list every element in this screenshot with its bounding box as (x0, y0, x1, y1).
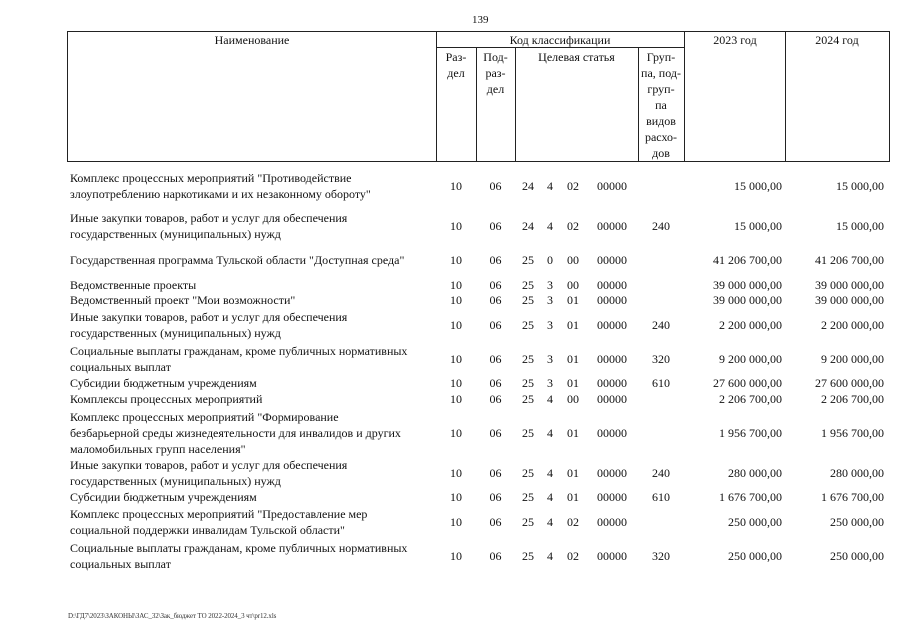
header-gruppa-line: Груп- (646, 50, 676, 64)
row-name (70, 375, 438, 391)
cell-pr: 06 (489, 253, 502, 267)
cell-cs3: 01 (567, 426, 579, 440)
cell-pr: 06 (489, 466, 502, 480)
cell-cs3: 02 (567, 219, 579, 233)
cell-cs3: 00 (567, 253, 579, 267)
cell-cs2: 4 (547, 490, 553, 504)
cell-y2024: 41 206 700,00 (815, 253, 884, 267)
row-name-line: Ведомственные проекты (70, 278, 197, 292)
row-name-line: злоупотреблению наркотиками и их незаконному обороту" (70, 187, 371, 201)
divider (684, 32, 685, 161)
cell-pr: 06 (489, 278, 502, 292)
cell-vr: 240 (652, 466, 670, 480)
row-name-line: Иные закупки товаров, работ и услуг для обеспечения (70, 211, 348, 225)
cell-rz: 10 (450, 376, 462, 390)
header-2023: 2023 год (713, 33, 757, 47)
cell-rz: 10 (450, 549, 462, 563)
header-razdel (436, 49, 476, 81)
cell-cs4: 00000 (597, 426, 627, 440)
row-name (70, 292, 438, 308)
cell-vr: 240 (652, 318, 670, 332)
cell-rz: 10 (450, 278, 462, 292)
cell-pr: 06 (489, 219, 502, 233)
row-name-line: Субсидии бюджетным учреждениям (70, 376, 257, 390)
cell-cs3: 01 (567, 466, 579, 480)
cell-rz: 10 (450, 318, 462, 332)
file-path: D:\ГД7\2023\ЗАКОНЫ\ЗАС_32\Зак_бюджет ТО 2022-2024_3 чт\pr12.xls (68, 612, 277, 620)
cell-y2023: 2 206 700,00 (719, 392, 782, 406)
cell-cs1: 25 (522, 278, 534, 292)
cell-cs3: 01 (567, 376, 579, 390)
cell-cs3: 02 (567, 179, 579, 193)
table-row (68, 252, 890, 268)
cell-cs2: 4 (547, 219, 553, 233)
header-razdel-line: дел (447, 66, 465, 80)
row-name-line: социальных выплат (70, 360, 171, 374)
cell-y2023: 1 676 700,00 (719, 490, 782, 504)
cell-cs1: 25 (522, 392, 534, 406)
cell-cs4: 00000 (597, 376, 627, 390)
page-number: 139 (472, 14, 489, 26)
row-name (70, 489, 438, 505)
table-row (68, 457, 890, 489)
row-name-line: государственных (муниципальных) нужд (70, 326, 281, 340)
cell-cs1: 25 (522, 490, 534, 504)
cell-cs1: 24 (522, 219, 534, 233)
row-name-line: Ведомственный проект "Мои возможности" (70, 293, 296, 307)
table-row (68, 343, 890, 375)
cell-cs4: 00000 (597, 293, 627, 307)
cell-cs3: 00 (567, 278, 579, 292)
row-name (70, 210, 438, 242)
cell-cs4: 00000 (597, 466, 627, 480)
cell-y2024: 1 956 700,00 (821, 426, 884, 440)
cell-pr: 06 (489, 179, 502, 193)
cell-cs1: 25 (522, 318, 534, 332)
header-gruppa-line: па, под- (641, 66, 681, 80)
cell-y2023: 39 000 000,00 (713, 293, 782, 307)
divider (785, 32, 786, 161)
cell-cs2: 0 (547, 253, 553, 267)
cell-y2023: 15 000,00 (734, 179, 782, 193)
header-gruppa-line: видов (646, 114, 676, 128)
header-gruppa (638, 49, 684, 161)
cell-rz: 10 (450, 179, 462, 193)
cell-cs3: 01 (567, 293, 579, 307)
cell-y2023: 280 000,00 (728, 466, 782, 480)
cell-rz: 10 (450, 426, 462, 440)
row-name-line: Государственная программа Тульской области "Доступная среда" (70, 253, 405, 267)
table-row (68, 277, 890, 293)
cell-y2023: 41 206 700,00 (713, 253, 782, 267)
cell-pr: 06 (489, 376, 502, 390)
cell-rz: 10 (450, 392, 462, 406)
row-name-line: социальной поддержки инвалидам Тульской области" (70, 523, 345, 537)
cell-cs1: 25 (522, 549, 534, 563)
cell-y2023: 1 956 700,00 (719, 426, 782, 440)
cell-vr: 320 (652, 549, 670, 563)
cell-cs4: 00000 (597, 549, 627, 563)
header-razdel-line: Раз- (445, 50, 467, 64)
cell-cs2: 3 (547, 352, 553, 366)
cell-y2023: 39 000 000,00 (713, 278, 782, 292)
table-row (68, 391, 890, 407)
cell-cs2: 3 (547, 376, 553, 390)
cell-y2024: 250 000,00 (830, 515, 884, 529)
cell-cs1: 25 (522, 515, 534, 529)
cell-cs1: 25 (522, 352, 534, 366)
row-name-line: Комплекс процессных мероприятий "Формирование (70, 410, 339, 424)
cell-y2023: 27 600 000,00 (713, 376, 782, 390)
cell-rz: 10 (450, 352, 462, 366)
cell-cs1: 24 (522, 179, 534, 193)
table-row (68, 409, 890, 457)
cell-cs4: 00000 (597, 515, 627, 529)
cell-rz: 10 (450, 219, 462, 233)
cell-pr: 06 (489, 549, 502, 563)
cell-rz: 10 (450, 293, 462, 307)
header-podrazdel (476, 49, 515, 97)
table-row (68, 375, 890, 391)
table-row (68, 540, 890, 572)
row-name (70, 309, 438, 341)
cell-pr: 06 (489, 426, 502, 440)
cell-rz: 10 (450, 466, 462, 480)
cell-rz: 10 (450, 490, 462, 504)
table-header (67, 31, 890, 162)
cell-cs3: 01 (567, 318, 579, 332)
cell-cs2: 4 (547, 549, 553, 563)
row-name (70, 170, 438, 202)
cell-pr: 06 (489, 392, 502, 406)
header-gruppa-line: дов (652, 146, 670, 160)
cell-vr: 320 (652, 352, 670, 366)
row-name (70, 506, 438, 538)
cell-vr: 240 (652, 219, 670, 233)
cell-cs2: 4 (547, 392, 553, 406)
cell-y2024: 250 000,00 (830, 549, 884, 563)
cell-y2024: 15 000,00 (836, 179, 884, 193)
row-name-line: Иные закупки товаров, работ и услуг для обеспечения (70, 458, 348, 472)
cell-cs3: 00 (567, 392, 579, 406)
cell-cs1: 25 (522, 426, 534, 440)
row-name-line: маломобильных групп населения" (70, 442, 246, 456)
cell-cs1: 25 (522, 293, 534, 307)
cell-cs2: 3 (547, 293, 553, 307)
cell-y2024: 2 206 700,00 (821, 392, 884, 406)
cell-pr: 06 (489, 352, 502, 366)
table-row (68, 292, 890, 308)
cell-vr: 610 (652, 376, 670, 390)
cell-cs2: 4 (547, 179, 553, 193)
table-row (68, 506, 890, 538)
cell-y2024: 15 000,00 (836, 219, 884, 233)
cell-y2024: 39 000 000,00 (815, 278, 884, 292)
cell-cs2: 3 (547, 278, 553, 292)
header-gruppa-line: расхо- (644, 130, 678, 144)
cell-cs3: 02 (567, 549, 579, 563)
row-name (70, 540, 438, 572)
cell-cs4: 00000 (597, 490, 627, 504)
row-name-line: Социальные выплаты гражданам, кроме публичных нормативных (70, 344, 408, 358)
table-row (68, 210, 890, 242)
cell-cs4: 00000 (597, 352, 627, 366)
cell-cs4: 00000 (597, 318, 627, 332)
row-name-line: Социальные выплаты гражданам, кроме публичных нормативных (70, 541, 408, 555)
header-gruppa-line: груп- (647, 82, 675, 96)
cell-cs1: 25 (522, 253, 534, 267)
cell-cs4: 00000 (597, 278, 627, 292)
row-name-line: Комплекс процессных мероприятий "Противодействие (70, 171, 352, 185)
cell-pr: 06 (489, 490, 502, 504)
table-row (68, 489, 890, 505)
cell-rz: 10 (450, 253, 462, 267)
cell-rz: 10 (450, 515, 462, 529)
row-name (70, 343, 438, 375)
row-name-line: Иные закупки товаров, работ и услуг для обеспечения (70, 310, 348, 324)
table-row (68, 170, 890, 202)
cell-cs3: 01 (567, 352, 579, 366)
row-name (70, 457, 438, 489)
cell-vr: 610 (652, 490, 670, 504)
cell-cs4: 00000 (597, 219, 627, 233)
cell-y2024: 2 200 000,00 (821, 318, 884, 332)
cell-cs4: 00000 (597, 392, 627, 406)
cell-cs2: 4 (547, 466, 553, 480)
cell-y2023: 250 000,00 (728, 515, 782, 529)
header-name: Наименование (214, 33, 290, 47)
cell-cs4: 00000 (597, 253, 627, 267)
cell-y2024: 1 676 700,00 (821, 490, 884, 504)
cell-y2023: 2 200 000,00 (719, 318, 782, 332)
cell-cs2: 3 (547, 318, 553, 332)
row-name (70, 409, 438, 457)
cell-cs2: 4 (547, 426, 553, 440)
cell-y2023: 9 200 000,00 (719, 352, 782, 366)
row-name (70, 391, 438, 407)
cell-cs3: 01 (567, 490, 579, 504)
header-2024: 2024 год (815, 33, 859, 47)
header-podrazdel-line: дел (486, 82, 505, 96)
row-name (70, 252, 438, 268)
row-name-line: Субсидии бюджетным учреждениям (70, 490, 257, 504)
row-name-line: социальных выплат (70, 557, 171, 571)
cell-pr: 06 (489, 318, 502, 332)
cell-y2023: 15 000,00 (734, 219, 782, 233)
table-row (68, 309, 890, 341)
cell-y2024: 27 600 000,00 (815, 376, 884, 390)
cell-cs1: 25 (522, 376, 534, 390)
row-name-line: безбарьерной среды жизнедеятельности для инвалидов и других (70, 426, 401, 440)
row-name (70, 277, 438, 293)
cell-y2024: 280 000,00 (830, 466, 884, 480)
header-celevaya: Целевая статья (538, 50, 615, 64)
cell-cs2: 4 (547, 515, 553, 529)
cell-cs4: 00000 (597, 179, 627, 193)
row-name-line: Комплекс процессных мероприятий "Предоставление мер (70, 507, 368, 521)
cell-cs3: 02 (567, 515, 579, 529)
header-podrazdel-line: раз- (485, 66, 506, 80)
row-name-line: государственных (муниципальных) нужд (70, 227, 281, 241)
header-podrazdel-line: Под- (483, 50, 508, 64)
header-code-group: Код классификации (509, 33, 611, 47)
header-gruppa-line: па (655, 98, 667, 112)
cell-pr: 06 (489, 515, 502, 529)
cell-y2024: 9 200 000,00 (821, 352, 884, 366)
cell-pr: 06 (489, 293, 502, 307)
row-name-line: Комплексы процессных мероприятий (70, 392, 263, 406)
cell-y2024: 39 000 000,00 (815, 293, 884, 307)
cell-cs1: 25 (522, 466, 534, 480)
row-name-line: государственных (муниципальных) нужд (70, 474, 281, 488)
cell-y2023: 250 000,00 (728, 549, 782, 563)
